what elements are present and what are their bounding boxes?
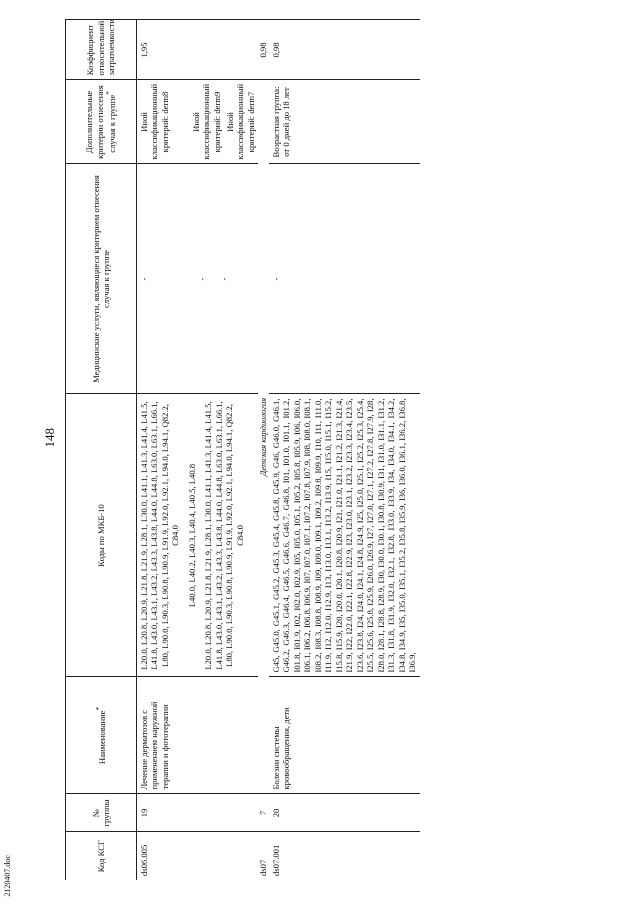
criteria-b: Иной классификационный критерий: derm9	[191, 83, 222, 160]
section-code: ds07	[258, 832, 268, 880]
cell-name: Болезни системы кровообращения, дети	[269, 677, 420, 794]
cell-num: 19	[137, 794, 259, 832]
mkb-block-c: L20.0, L20.8, L20.9, L21.8, L21.9, L28.1, L30.0, L41.1, L41.3, L41.4, L41.5, L41.8, L43.0, L43.1, L43.2, L43.3, L43.8, L44.0, L44.8, L63.0, L63.1, L66.1, L80, L90.0, L90.3, L90.8, L90.9, L91.9, L92.0, L92.1, L94.0, L94.1, Q82.2, C84.0	[203, 401, 245, 670]
section-row	[258, 20, 268, 880]
mkb-block-b: L40.0, L40.2, L40.3, L40.4, L40.5, L40.8	[186, 463, 197, 608]
header-code: Код КСГ	[66, 832, 137, 880]
page-number-text: 148	[42, 428, 57, 448]
header-num: № группы	[66, 794, 137, 832]
table-row	[137, 20, 259, 880]
cell-mkb	[137, 394, 259, 677]
header-coef: Коэффициент относительной затратоемкости	[66, 20, 137, 80]
cell-services: -	[269, 164, 420, 394]
header-criteria-note: *	[105, 91, 114, 95]
header-criteria	[66, 80, 137, 164]
header-name-text: Наименование	[96, 710, 107, 765]
page-number	[36, 418, 64, 458]
ksg-table	[65, 20, 420, 881]
criteria-c: Иной классификационный критерий: derm7	[225, 83, 256, 160]
cell-services	[137, 164, 259, 394]
cell-criteria	[137, 80, 259, 164]
table-row	[269, 20, 420, 880]
cell-criteria: Возрастная группа: от 0 дней до 18 лет	[269, 80, 420, 164]
services-a: -	[139, 277, 149, 281]
cell-coef: 0,98	[269, 20, 420, 80]
header-criteria-text: Дополнительные критерии отнесения случая к группе	[84, 85, 118, 159]
cell-code: ds06.005	[137, 832, 259, 880]
header-name	[66, 677, 137, 794]
services-b: -	[197, 277, 207, 281]
header-services: Медицинские услуги, являющиеся критерием отнесения случая к группе	[66, 164, 137, 394]
footer-filename: 2120407.doc	[3, 855, 12, 897]
cell-coef: 1,95	[137, 20, 259, 80]
header-mkb: Коды по МКБ-10	[66, 394, 137, 677]
section-title: Детская кардиология	[258, 397, 269, 477]
mkb-block-a: L20.0, L20.8, L20.9, L21.8, L21.9, L28.1, L30.0, L41.1, L41.3, L41.4, L41.5, L41.8, L43.0, L43.1, L43.2, L43.3, L43.8, L44.0, L44.8, L63.0, L63.1, L66.1, L80, L90.0, L90.3, L90.8, L90.9, L91.9, L92.0, L92.1, L94.0, L94.1, Q82.2, C84.0	[139, 401, 181, 670]
section-coef: 0,98	[258, 20, 268, 80]
cell-name: Лечение дерматозов с применением наружной терапии и фототерапии	[137, 677, 259, 794]
header-name-note: *	[94, 706, 103, 711]
rotated-page	[65, 20, 625, 880]
table-header-row	[66, 20, 137, 880]
section-num: 7	[258, 794, 268, 832]
criteria-a: Иной классификационный критерий: derm8	[139, 83, 170, 160]
footer	[0, 0, 30, 905]
cell-num: 20	[269, 794, 420, 832]
services-c: -	[219, 277, 229, 281]
cell-code: ds07.001	[269, 832, 420, 880]
cell-mkb: G45, G45.0, G45.1, G45.2, G45.3, G45.4, G45.8, G45.9, G46, G46.0, G46.1, G46.2, G46.3, G46.4, G46.5, G46.6, G46.7, G46.8, I01, I01.0, I01.1, I01.2, I01.8, I01.9, I02, I02.0, I02.9, I05, I05.0, I05.1, I05.2, I05.8, I05.9, I06, I06.0, I06.1, I06.2, I06.8, I06.9, I07, I07.0, I07.1, I07.2, I07.8, I07.9, I08, I08.0, I08.1, I08.2, I08.3, I08.8, I08.9, I09, I09.0, I09.1, I09.2, I09.8, I09.9, I10, I11, I11.0, I11.9, I12, I12.0, I12.9, I13, I13.0, I13.1, I13.2, I13.9, I15, I15.0, I15.1, I15.2, I15.8, I15.9, I20, I20.0, I20.1, I20.8, I20.9, I21, I21.0, I21.1, I21.2, I21.3, I21.4, I21.9, I22, I22.0, I22.1, I22.8, I22.9, I23, I23.0, I23.1, I23.2, I23.3, I23.4, I23.5, I23.6, I23.8, I24, I24.0, I24.1, I24.8, I24.9, I25, I25.0, I25.1, I25.2, I25.3, I25.4, I25.5, I25.6, I25.8, I25.9, I26.0, I26.9, I27, I27.0, I27.1, I27.2, I27.8, I27.9, I28, I28.0, I28.1, I28.8, I28.9, I30, I30.0, I30.1, I30.8, I30.9, I31, I31.0, I31.1, I31.2, I31.3, I31.8, I31.9, I32.0, I32.1, I32.8, I33.0, I33.9, I34, I34.0, I34.1, I34.2, I34.8, I34.9, I35, I35.0, I35.1, I35.2, I35.8, I35.9, I36, I36.0, I36.1, I36.2, I36.8, I36.9,	[269, 394, 420, 677]
